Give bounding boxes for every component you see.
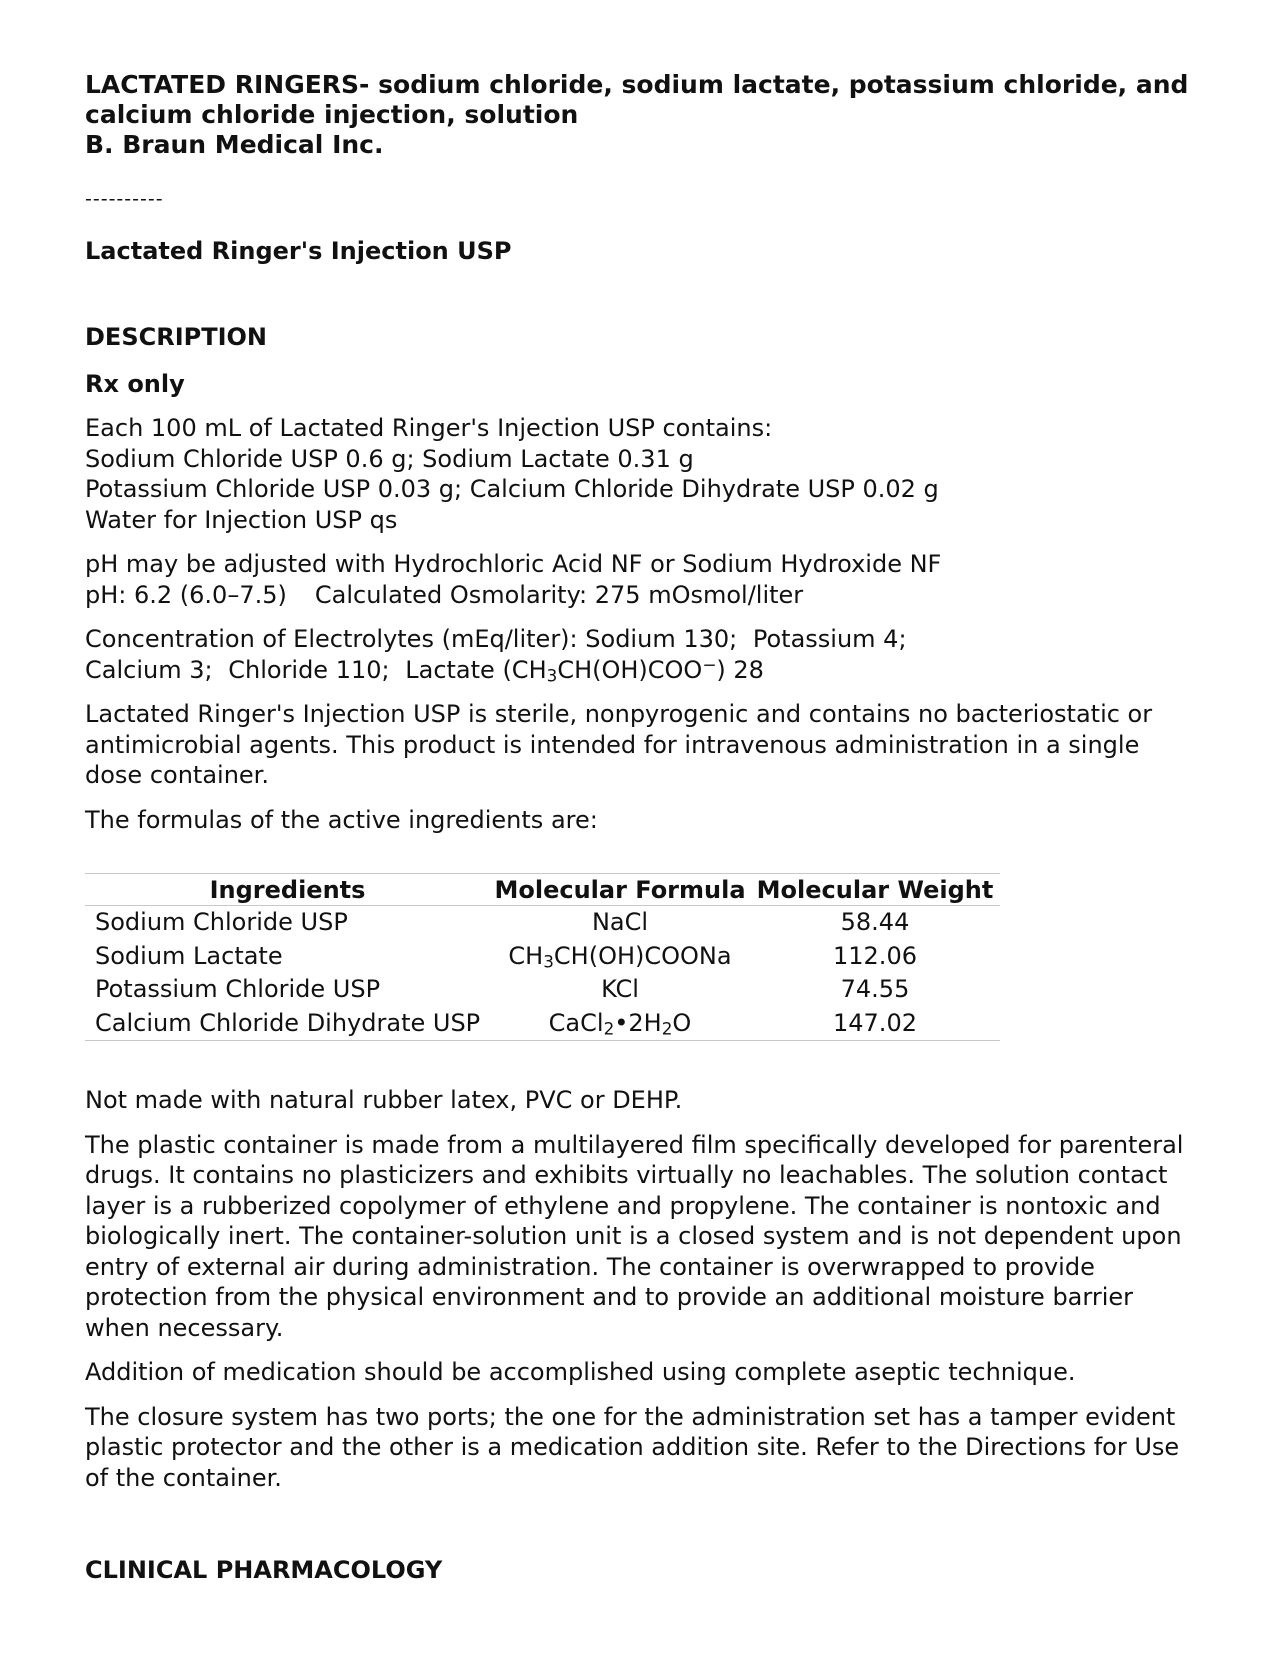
title-line-1: LACTATED RINGERS- sodium chloride, sodium lactate, potassium chloride, and [85, 70, 1189, 99]
molecular-formula: KCl [601, 975, 639, 1003]
contents-line-2: Sodium Chloride USP 0.6 g; Sodium Lactate 0.31 g [85, 444, 694, 473]
product-title: Lactated Ringer's Injection USP [85, 237, 512, 265]
table-row [85, 1007, 1000, 1041]
table-row [85, 906, 1000, 940]
divider-line: ---------- [85, 188, 164, 210]
contents-paragraph [85, 413, 1200, 535]
description-heading: DESCRIPTION [85, 323, 268, 351]
molecular-weight: 112.06 [833, 941, 917, 970]
ph-line [85, 580, 1200, 611]
calcium-concentration: Calcium 3; [85, 655, 213, 684]
ingredient-name: Potassium Chloride USP [95, 975, 381, 1003]
ingredient-name: Calcium Chloride Dihydrate USP [85, 1007, 490, 1041]
lactate-concentration: Lactate $(CH_3CH(OH)COO^-)$ 28 [405, 653, 764, 685]
molecular-weight: 147.02 [750, 1007, 1000, 1041]
addition-paragraph: Addition of medication should be accomplished using complete aseptic technique. [85, 1358, 1076, 1386]
contents-line-4: Water for Injection USP qs [85, 505, 398, 534]
ph-value: pH: 6.2 (6.0–7.5) [85, 580, 287, 609]
ingredient-name: Sodium Chloride USP [95, 908, 348, 936]
molecular-weight: 74.55 [840, 975, 910, 1003]
ph-adjust-text: pH may be adjusted with Hydrochloric Acid NF or Sodium Hydroxide NF [85, 550, 942, 578]
formulas-intro: The formulas of the active ingredients are: [85, 805, 598, 834]
chloride-concentration: Chloride 110; [228, 655, 390, 684]
electrolytes-label: Concentration of Electrolytes (mEq/liter): [85, 625, 578, 653]
molecular-formula: NaCl [591, 908, 649, 936]
ph-paragraph [85, 549, 1200, 610]
company-name: B. Braun Medical Inc. [85, 130, 384, 159]
container-paragraph: The plastic container is made from a multilayered film specifically developed for parenteral drugs. It contains no plasticizers and exhibits virtually no leachables. The solution contact layer is a rubberized copolymer of ethylene and propylene. The container is nontoxic and biologically inert. The container-solution unit is a closed system and is not dependent upon entry of external air during administration. The container is overwrapped to provide protection from the physical environment and to provide an additional moisture barrier when necessary. [85, 1130, 1184, 1342]
clinical-pharmacology-heading: CLINICAL PHARMACOLOGY [85, 1556, 443, 1584]
table-row [85, 940, 1000, 974]
electrolytes-line-1 [85, 624, 1200, 655]
header-molecular-formula: Molecular Formula [490, 874, 750, 906]
molecular-formula: $CH_3CH(OH)COONa$ [508, 941, 732, 971]
rx-only-label: Rx only [85, 370, 185, 398]
osmolarity-value: Calculated Osmolarity: 275 mOsmol/liter [314, 580, 804, 609]
molecular-formula: $CaCl_2•2H_2O$ [490, 1007, 750, 1041]
ingredients-table [85, 873, 1000, 1041]
contents-line-1: Each 100 mL of Lactated Ringer's Injection USP contains: [85, 414, 773, 442]
sterile-paragraph: Lactated Ringer's Injection USP is sterile, nonpyrogenic and contains no bacteriostatic or antimicrobial agents. This product is intended for intravenous administration in a single dose container. [85, 700, 1153, 789]
title-line-2: calcium chloride injection, solution [85, 100, 579, 129]
electrolytes-paragraph [85, 624, 1200, 685]
potassium-concentration: Potassium 4; [752, 625, 907, 653]
contents-line-3: Potassium Chloride USP 0.03 g; Calcium Chloride Dihydrate USP 0.02 g [85, 475, 939, 503]
electrolytes-line-2 [85, 655, 1200, 686]
closure-paragraph: The closure system has two ports; the one for the administration set has a tamper evident plastic protector and the other is a medication addition site. Refer to the Directions for Use of the container. [85, 1402, 1180, 1492]
header-molecular-weight: Molecular Weight [750, 874, 1000, 906]
document-page [85, 70, 1200, 1585]
molecular-weight: 58.44 [840, 908, 910, 936]
latex-statement: Not made with natural rubber latex, PVC or DEHP. [85, 1086, 683, 1114]
table-row [85, 973, 1000, 1007]
sodium-concentration: Sodium 130; [585, 625, 738, 653]
ingredient-name: Sodium Lactate [95, 941, 283, 970]
header-ingredients: Ingredients [85, 874, 490, 906]
document-title [85, 70, 1200, 160]
table-header-row [85, 874, 1000, 906]
